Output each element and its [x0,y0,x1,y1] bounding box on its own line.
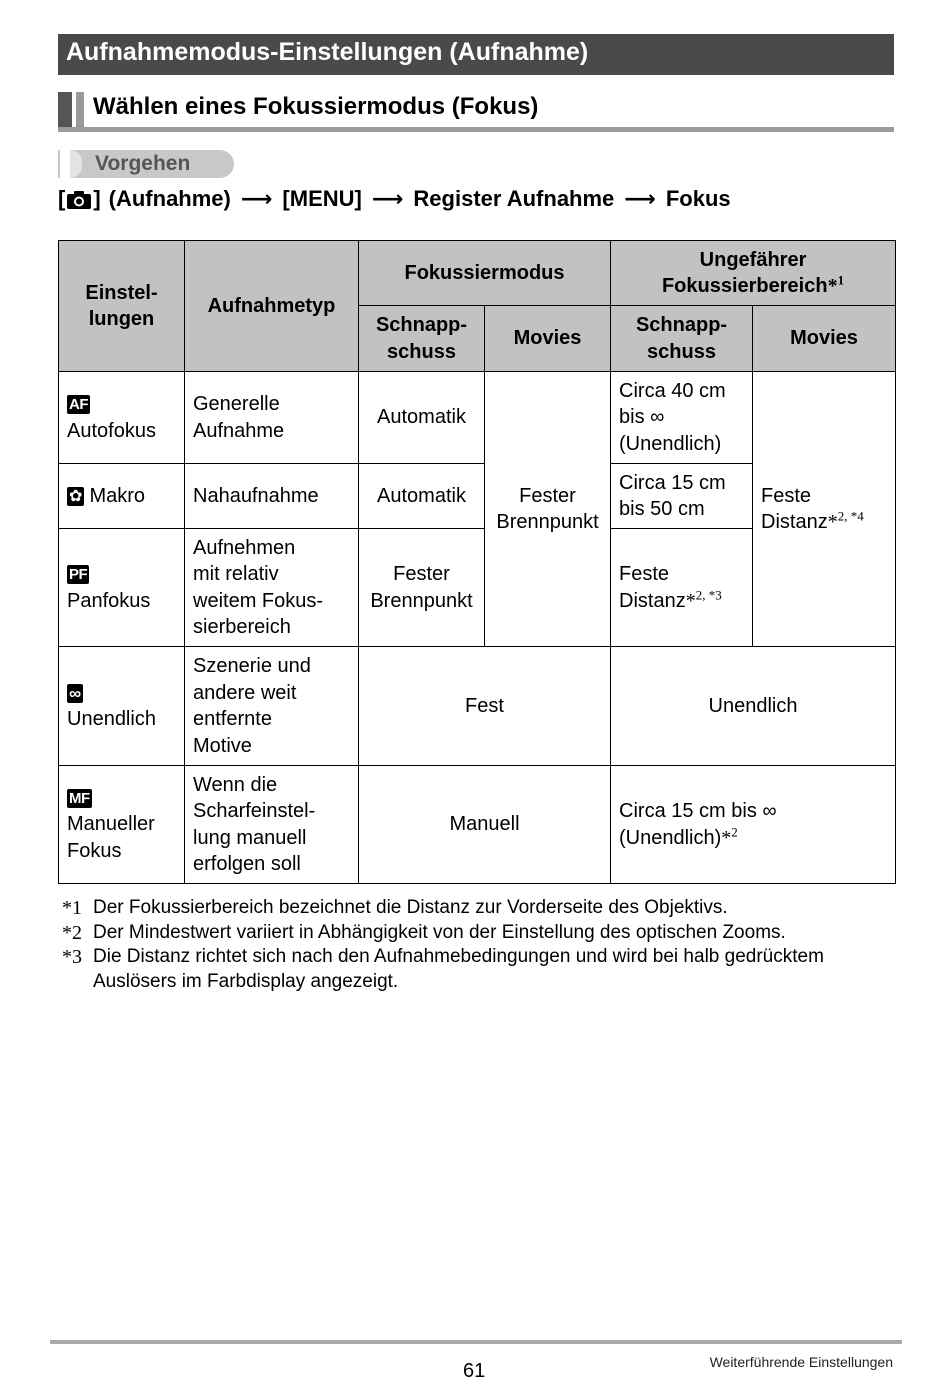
setting-name: Makro [89,484,146,507]
footer-divider [50,1340,902,1344]
snapshot-range: Circa 40 cm bis ∞ (Unendlich) [611,372,753,464]
infinity-icon: ∞ [69,683,81,703]
menu-path [58,186,731,212]
setting-cell [59,372,185,464]
procedure-label [58,150,234,178]
footnote-text: Die Distanz richtet sich nach den Aufnahmebedingungen und wird bei halb gedrücktem Auslösers im Farbdisplay angezeigt. [93,946,824,992]
setting-cell [59,647,185,766]
header-movies: Movies [753,306,896,372]
footnote-mark: *1 [62,897,82,919]
movies-range: Feste Distanz*$^{2, *4}$ [753,372,896,647]
section-name: Weiterführende Einstellungen [709,1354,893,1370]
footnote [62,921,902,946]
movies-mode: Fester Brennpunkt [485,372,611,647]
focus-mode-table [58,240,896,884]
header-snapshot: Schnapp- schuss [359,306,485,372]
focus-range: Unendlich [611,647,896,766]
header-focus-mode: Fokussiermodus [359,241,611,306]
af-icon: AF [69,396,88,414]
setting-cell [59,766,185,884]
focus-mode: Manuell [359,766,611,884]
shooting-type: Nahaufnahme [185,464,359,529]
setting-name: Manueller Fokus [67,813,155,862]
subsection-title: Wählen eines Fokussiermodus (Fokus) [93,93,539,120]
arrow-icon: ⟶ [624,186,656,211]
shooting-type: Aufnehmen mit relativ weitem Fokus- sierbereich [185,529,359,647]
shooting-type: Wenn die Scharfeinstel- lung manuell erfolgen soll [185,766,359,884]
setting-name: Autofokus [67,419,156,442]
snapshot-mode: Automatik [359,464,485,529]
page-number: 61 [463,1360,486,1382]
table-row [59,372,896,464]
menu-label: [MENU] [282,186,362,211]
arrow-icon: ⟶ [240,186,273,211]
snapshot-mode: Automatik [359,372,485,464]
footnote-mark: *3 [62,946,82,968]
setting-name: Unendlich [67,708,156,730]
footnotes [62,896,902,994]
header-shooting-type: Aufnahmetyp [185,241,359,372]
pf-icon: PF [69,566,88,584]
camera-label: (Aufnahme) [108,186,231,211]
focus-label: Fokus [665,186,731,211]
arrow-icon: ⟶ [371,186,404,211]
register-label: Register Aufnahme [413,186,615,211]
shooting-type: Generelle Aufnahme [185,372,359,464]
camera-icon [66,190,92,210]
section-title: Aufnahmemodus-Einstellungen (Aufnahme) [58,34,894,75]
macro-flower-icon: ✿ [69,487,82,505]
procedure-label-text: Vorgehen [95,152,191,175]
footnote-text: Der Mindestwert variiert in Abhängigkeit von der Einstellung des optischen Zooms. [93,921,786,943]
setting-cell [59,464,185,529]
mf-icon: MF [69,789,90,807]
header-movies: Movies [485,306,611,372]
snapshot-range: Circa 15 cm bis 50 cm [611,464,753,529]
header-settings: Einstel- lungen [59,241,185,372]
subsection-heading [58,90,894,132]
header-focus-range: Ungefährer Fokussierbereich*$^1$ [611,241,896,306]
setting-cell [59,529,185,647]
focus-range: Circa 15 cm bis ∞ (Unendlich)*$^2$ [611,766,896,884]
footnote-mark: *2 [62,921,82,944]
header-snapshot: Schnapp- schuss [611,306,753,372]
table-row [59,647,896,766]
footnote-text: Der Fokussierbereich bezeichnet die Distanz zur Vorderseite des Objektivs. [93,897,728,918]
table-row [59,766,896,884]
footnote [62,896,902,921]
camera-button-ref: [ ] [58,186,101,211]
heading-marker [58,92,72,127]
heading-marker-light [76,92,84,127]
footnote [62,945,902,994]
snapshot-range: Feste Distanz*$^{2, *3}$ [611,529,753,647]
shooting-type: Szenerie und andere weit entfernte Motive [185,647,359,766]
snapshot-mode: Fester Brennpunkt [359,529,485,647]
focus-mode: Fest [359,647,611,766]
setting-name: Panfokus [67,589,151,612]
